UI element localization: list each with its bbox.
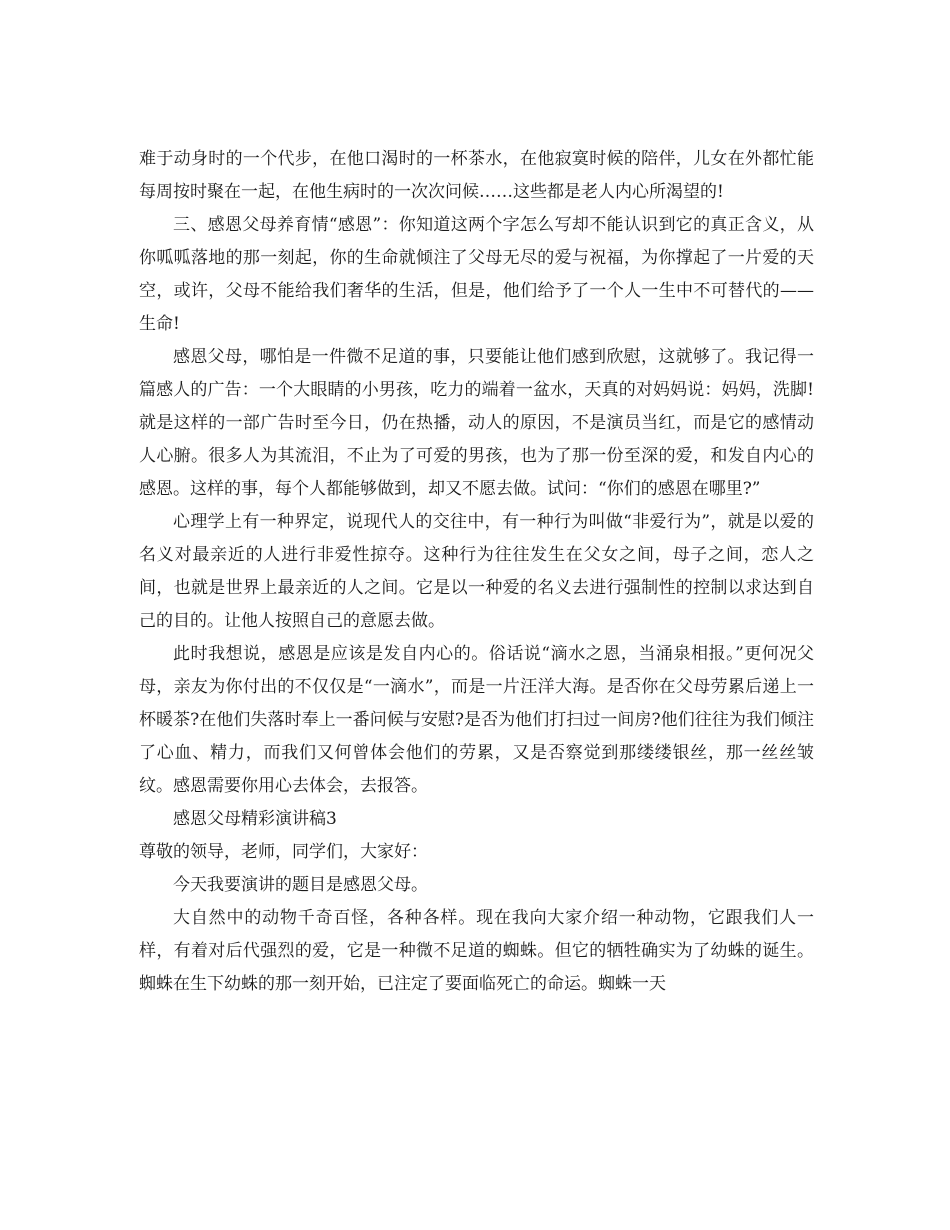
paragraph-2: 三、感恩父母养育情“感恩”：你知道这两个字怎么写却不能认识到它的真正含义，从你呱呱落地的那一刻起，你的生命就倾注了父母无尽的爱与祝福，为你撑起了一片爱的天空，或许，父母不能给我们奢华的生活，但是，他们给予了一个人一生中不可替代的——生命! xyxy=(139,215,814,334)
paragraph-1: 难于动身时的一个代步，在他口渴时的一杯茶水，在他寂寞时候的陪伴，儿女在外都忙能每周按时聚在一起，在他生病时的一次次问候……这些都是老人内心所渴望的! xyxy=(139,149,814,202)
paragraph-5: 此时我想说，感恩是应该是发自内心的。俗话说“滴水之恩，当涌泉相报。”更何况父母，亲友为你付出的不仅仅是“一滴水”，而是一片汪洋大海。是否你在父母劳累后递上一杯暖茶?在他们失落时奉上一番问候与安慰?是否为他们打扫过一间房?他们往往为我们倾注了心血、精力，而我们又何曾体会他们的劳累，又是否察觉到那缕缕银丝，那一丝丝皱纹。感恩需要你用心去体会，去报答。 xyxy=(139,644,814,796)
section-heading: 感恩父母精彩演讲稿3 xyxy=(173,809,337,829)
document-body xyxy=(139,143,814,1001)
paragraph-topic: 今天我要演讲的题目是感恩父母。 xyxy=(173,875,428,895)
paragraph-3: 感恩父母，哪怕是一件微不足道的事，只要能让他们感到欣慰，这就够了。我记得一篇感人的广告：一个大眼睛的小男孩，吃力的端着一盆水，天真的对妈妈说：妈妈，洗脚!就是这样的一部广告时至今日，仍在热播，动人的原因，不是演员当红，而是它的感情动人心腑。很多人为其流泪，不止为了可爱的男孩，也为了那一份至深的爱，和发自内心的感恩。这样的事，每个人都能够做到，却又不愿去做。试问：“你们的感恩在哪里?” xyxy=(139,347,814,499)
salutation: 尊敬的领导，老师，同学们，大家好： xyxy=(139,842,428,862)
paragraph-spider: 大自然中的动物千奇百怪，各种各样。现在我向大家介绍一种动物，它跟我们人一样，有着对后代强烈的爱，它是一种微不足道的蜘蛛。但它的牺牲确实为了幼蛛的诞生。蜘蛛在生下幼蛛的那一刻开始，已注定了要面临死亡的命运。蜘蛛一天 xyxy=(139,908,814,994)
paragraph-4: 心理学上有一种界定，说现代人的交往中，有一种行为叫做“非爱行为”，就是以爱的名义对最亲近的人进行非爱性掠夺。这种行为往往发生在父女之间，母子之间，恋人之间，也就是世界上最亲近的人之间。它是以一种爱的名义去进行强制性的控制以求达到自己的目的。让他人按照自己的意愿去做。 xyxy=(139,512,814,631)
